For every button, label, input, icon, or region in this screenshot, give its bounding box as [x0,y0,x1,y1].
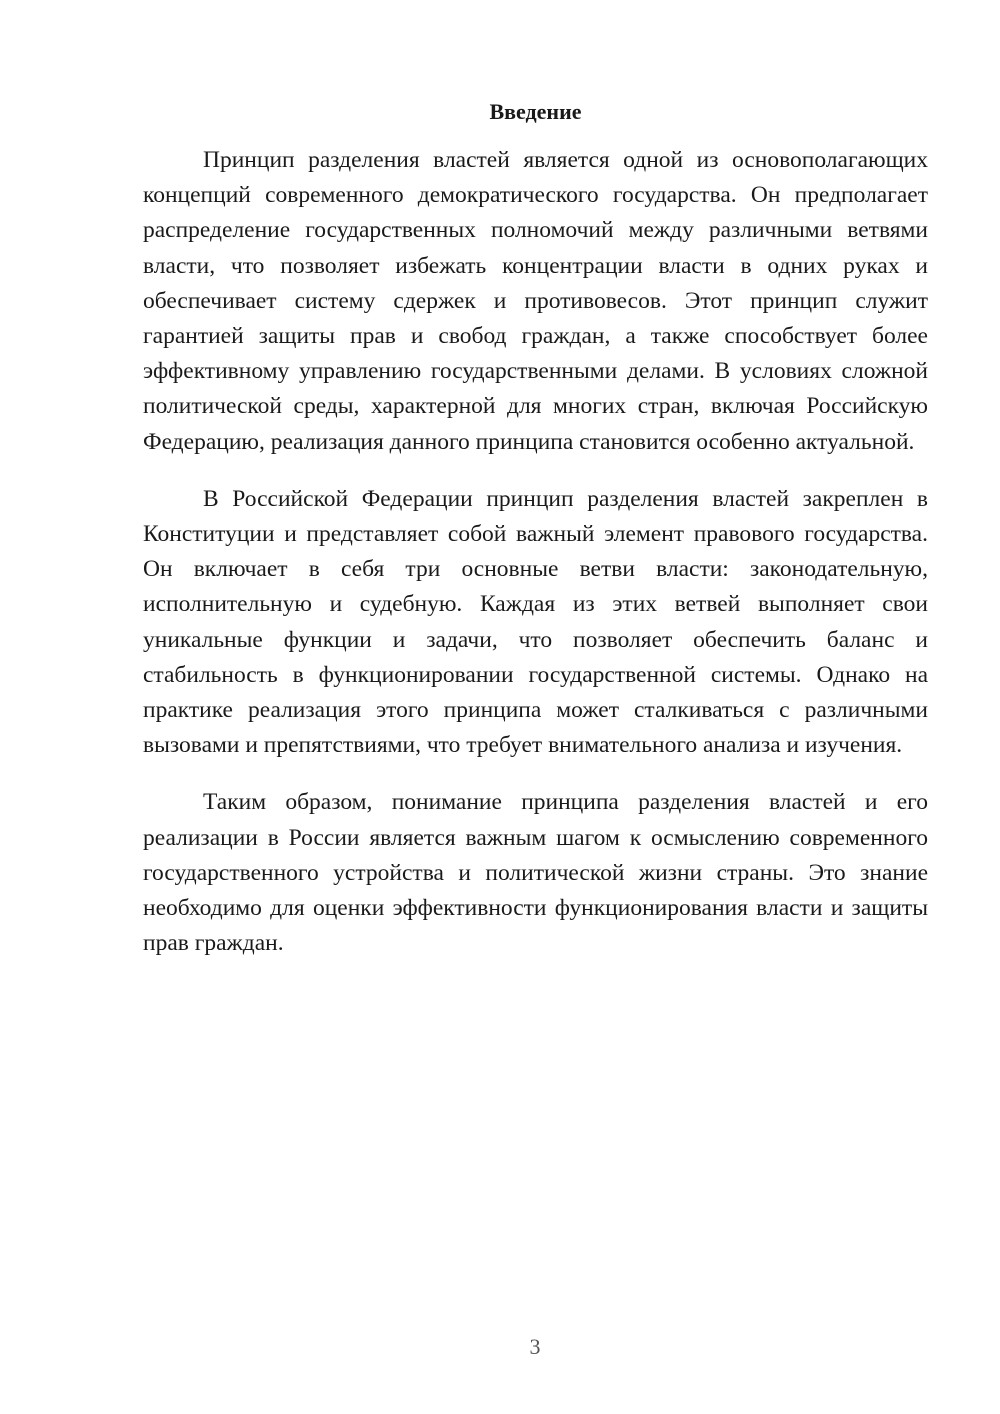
paragraph-1: Принцип разделения властей является одной из основополагающих концепций современного демократического государства. Он предполагает распределение государственных полномочий между различными ветвями власти, что позволяет избежать концентрации власти в одних руках и обеспечивает систему сдержек и противовесов. Этот принцип служит гарантией защиты прав и свобод граждан, а также способствует более эффективному управлению государственными делами. В условиях сложной политической среды, характерной для многих стран, включая Российскую Федерацию, реализация данного принципа становится особенно актуальной. [143,147,928,455]
paragraph-3: Таким образом, понимание принципа разделения властей и его реализации в России является важным шагом к осмыслению современного государственного устройства и политической жизни страны. Это знание необходимо для оценки эффективности функционирования власти и защиты прав граждан. [143,789,928,957]
section-heading: Введение [489,99,582,124]
body-text [143,143,928,983]
paragraph-2: В Российской Федерации принцип разделения властей закреплен в Конституции и представляет собой важный элемент правового государства. Он включает в себя три основные ветви власти: законодательную, исполнительную и судебную. Каждая из этих ветвей выполняет свои уникальные функции и задачи, что позволяет обеспечить баланс и стабильность в функционировании государственной системы. Однако на практике реализация этого принципа может сталкиваться с различными вызовами и препятствиями, что требует внимательного анализа и изучения. [143,485,928,759]
page-number: 3 [529,1334,541,1359]
